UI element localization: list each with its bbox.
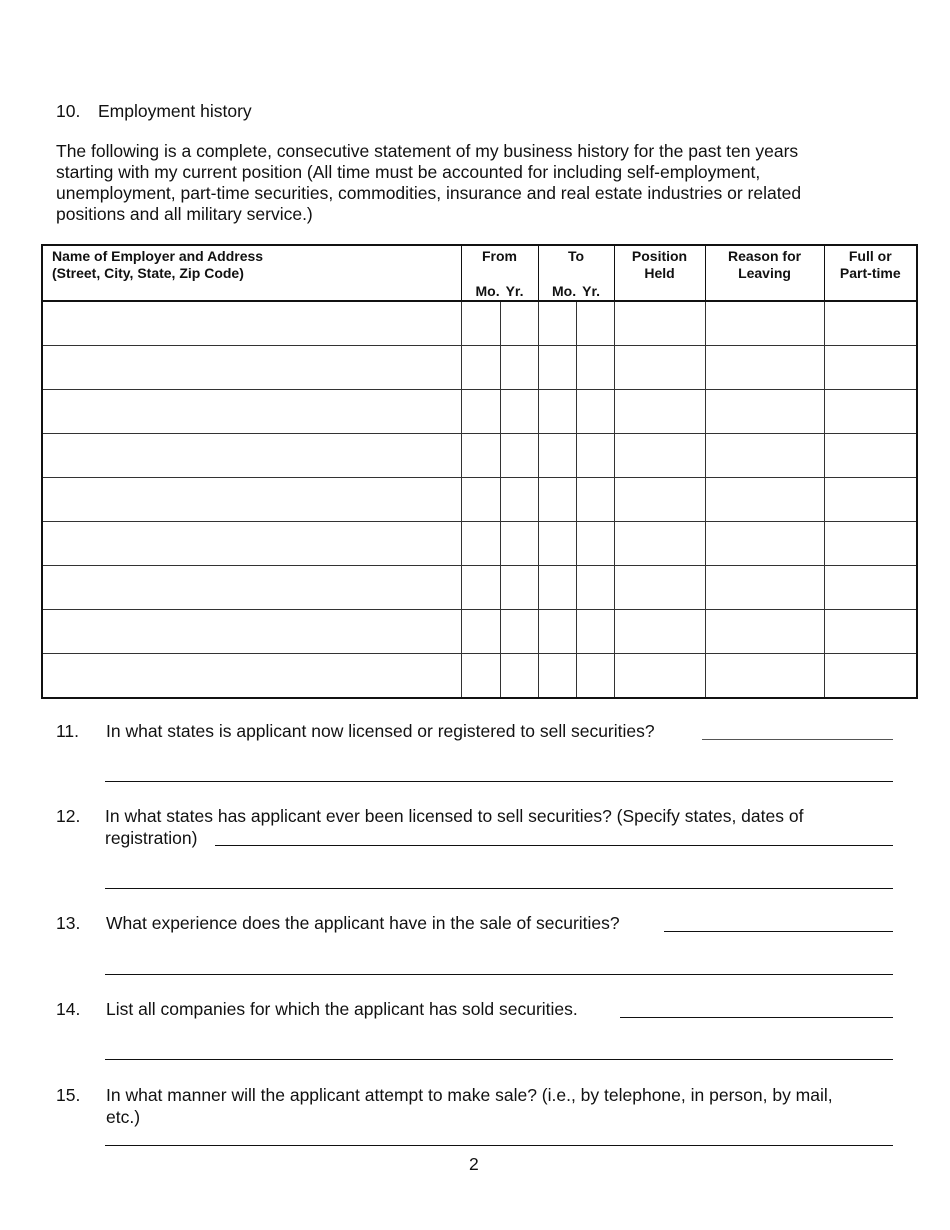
to-yr-cell[interactable] [576,478,614,522]
question-14-number: 14. [56,999,81,1019]
section-10-title: Employment history [98,101,252,121]
table-row [42,654,917,699]
header-reason-line1: Reason for [727,248,802,264]
from-yr-cell[interactable] [500,434,538,478]
table-row [42,346,917,390]
question-15-answer-line-1[interactable] [105,1145,893,1146]
full-part-cell[interactable] [824,654,917,699]
from-yr-cell[interactable] [500,654,538,699]
from-yr-cell[interactable] [500,301,538,346]
header-from [461,245,538,301]
reason-cell[interactable] [705,390,824,434]
to-mo-cell[interactable] [538,522,576,566]
table-header-row [42,245,917,301]
table-row [42,478,917,522]
from-yr-cell[interactable] [500,566,538,610]
from-mo-cell[interactable] [461,522,500,566]
to-yr-cell[interactable] [576,610,614,654]
full-part-cell[interactable] [824,434,917,478]
employer-cell[interactable] [42,301,461,346]
reason-cell[interactable] [705,346,824,390]
employer-cell[interactable] [42,566,461,610]
from-mo-cell[interactable] [461,434,500,478]
employer-cell[interactable] [42,610,461,654]
table-row [42,434,917,478]
question-14-answer-line-1[interactable] [620,1017,893,1018]
position-cell[interactable] [614,390,705,434]
question-15-text-line2: etc.) [106,1107,141,1127]
employer-cell[interactable] [42,434,461,478]
header-to-mo: Mo. [552,283,577,299]
header-to [538,245,614,301]
header-employer [42,245,461,301]
table-row [42,610,917,654]
employer-cell[interactable] [42,478,461,522]
reason-cell[interactable] [705,522,824,566]
question-13-number: 13. [56,913,81,933]
position-cell[interactable] [614,346,705,390]
position-cell[interactable] [614,434,705,478]
position-cell[interactable] [614,478,705,522]
from-mo-cell[interactable] [461,478,500,522]
to-yr-cell[interactable] [576,434,614,478]
question-15-number: 15. [56,1085,81,1105]
reason-cell[interactable] [705,478,824,522]
reason-cell[interactable] [705,301,824,346]
question-12-answer-line-1[interactable] [215,845,893,846]
employer-cell[interactable] [42,346,461,390]
header-position-line1: Position [631,248,688,264]
from-yr-cell[interactable] [500,390,538,434]
position-cell[interactable] [614,301,705,346]
header-full-line2: Part-time [839,265,901,281]
employment-history-table [41,244,918,699]
header-employer-line1: Name of Employer and Address [52,248,264,264]
to-yr-cell[interactable] [576,346,614,390]
question-11-answer-line-2[interactable] [105,781,893,782]
question-13-text: What experience does the applicant have in the sale of securities? [106,913,620,933]
question-11-text: In what states is applicant now licensed or registered to sell securities? [106,721,655,741]
to-mo-cell[interactable] [538,566,576,610]
section-10-number: 10. [56,101,81,121]
header-to-label: To [567,248,585,264]
to-mo-cell[interactable] [538,478,576,522]
table-row [42,522,917,566]
question-12-answer-line-2[interactable] [105,888,893,889]
header-position-line2: Held [644,265,675,281]
to-yr-cell[interactable] [576,522,614,566]
to-mo-cell[interactable] [538,390,576,434]
to-mo-cell[interactable] [538,301,576,346]
from-yr-cell[interactable] [500,478,538,522]
question-15-text-line1: In what manner will the applicant attempt to make sale? (i.e., by telephone, in person, by mail, [106,1085,833,1105]
header-full-line1: Full or [848,248,892,264]
full-part-cell[interactable] [824,390,917,434]
employer-cell[interactable] [42,390,461,434]
header-full-part [824,245,917,301]
to-yr-cell[interactable] [576,390,614,434]
full-part-cell[interactable] [824,610,917,654]
header-from-mo: Mo. [475,283,500,299]
position-cell[interactable] [614,566,705,610]
from-yr-cell[interactable] [500,610,538,654]
page-number: 2 [469,1154,479,1174]
to-yr-cell[interactable] [576,566,614,610]
to-yr-cell[interactable] [576,301,614,346]
table-row [42,566,917,610]
position-cell[interactable] [614,610,705,654]
full-part-cell[interactable] [824,522,917,566]
to-mo-cell[interactable] [538,654,576,699]
full-part-cell[interactable] [824,301,917,346]
reason-cell[interactable] [705,434,824,478]
full-part-cell[interactable] [824,478,917,522]
employer-cell[interactable] [42,654,461,699]
section-10-intro: The following is a complete, consecutive statement of my business history for the past ten years starting with my current position (All time must be accounted for including self-employment, unemployment, part-time securities, commodities, insurance and real estate industries or related positions and all military service.) [56,141,802,224]
header-reason [705,245,824,301]
full-part-cell[interactable] [824,346,917,390]
question-13-answer-line-1[interactable] [664,931,893,932]
question-13-answer-line-2[interactable] [105,974,893,975]
employer-cell[interactable] [42,522,461,566]
header-position [614,245,705,301]
reason-cell[interactable] [705,566,824,610]
header-reason-line2: Leaving [738,265,791,281]
from-mo-cell[interactable] [461,346,500,390]
from-mo-cell[interactable] [461,654,500,699]
table-row [42,390,917,434]
reason-cell[interactable] [705,610,824,654]
from-mo-cell[interactable] [461,566,500,610]
header-from-label: From [482,248,517,264]
from-yr-cell[interactable] [500,346,538,390]
position-cell[interactable] [614,522,705,566]
table-row [42,301,917,346]
question-14-answer-line-2[interactable] [105,1059,893,1060]
question-12-text-line1: In what states has applicant ever been licensed to sell securities? (Specify states, dates of [105,806,804,826]
question-12-text-line2: registration) [105,828,198,848]
from-mo-cell[interactable] [461,390,500,434]
from-mo-cell[interactable] [461,301,500,346]
question-11-number: 11. [56,721,80,741]
from-yr-cell[interactable] [500,522,538,566]
reason-cell[interactable] [705,654,824,699]
question-12-number: 12. [56,806,81,826]
question-11-answer-line-1[interactable] [702,739,893,740]
header-from-yr: Yr. [505,283,524,299]
position-cell[interactable] [614,654,705,699]
header-to-yr: Yr. [582,283,601,299]
question-14-text: List all companies for which the applicant has sold securities. [106,999,578,1019]
to-mo-cell[interactable] [538,610,576,654]
to-mo-cell[interactable] [538,434,576,478]
full-part-cell[interactable] [824,566,917,610]
to-yr-cell[interactable] [576,654,614,699]
from-mo-cell[interactable] [461,610,500,654]
header-employer-line2: (Street, City, State, Zip Code) [52,265,244,281]
to-mo-cell[interactable] [538,346,576,390]
